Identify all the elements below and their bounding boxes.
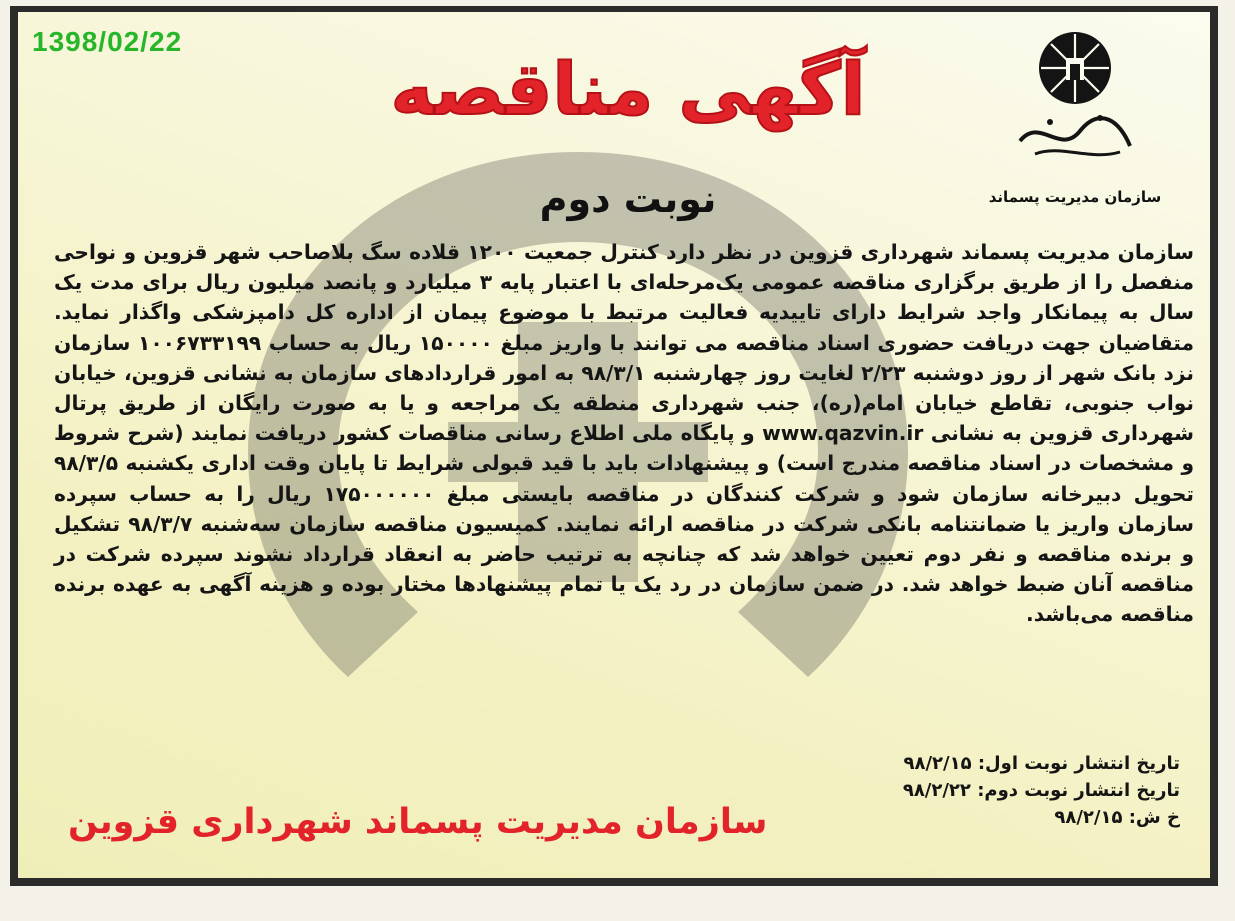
reference-date: خ ش: ۹۸/۲/۱۵ bbox=[1054, 807, 1180, 828]
publication-dates bbox=[760, 750, 1180, 831]
notice-body: سازمان مدیریت پسماند شهرداری قزوین در نظر دارد کنترل جمعیت ۱۲۰۰ قلاده سگ بلاصاحب شهر قزوین و نواحی منفصل را از طریق برگزاری مناقصه عمومی یک‌مرحله‌ای با اعتبار پایه ۳ میلیارد و پانصد میلیون ریال برای مدت یک سال به پیمانکار واجد شرایط دارای تاییدیه فعالیت مرتبط با موضوع پیمان از اداره کل دامپزشکی واگذار نماید. متقاضیان جهت دریافت حضوری اسناد مناقصه می توانند با واریز مبلغ ۱۵۰۰۰۰ ریال به حساب ۱۰۰۶۷۳۳۱۹۹ سازمان نزد بانک شهر از روز دوشنبه ۲/۲۳ لغایت روز چهارشنبه ۹۸/۳/۱ به امور قراردادهای سازمان به نشانی قزوین، خیابان نواب جنوبی، تقاطع خیابان امام(ره)، جنب شهرداری منطقه یک مراجعه و یا به صورت رایگان از طریق پرتال شهرداری قزوین به نشانی www.qazvin.ir و پایگاه ملی اطلاع رسانی مناقصات کشور دریافت نمایند (شرح شروط و مشخصات در اسناد مناقصه مندرج است) و پیشنهادات باید با قید قبولی شرایط تا پایان وقت اداری یکشنبه ۹۸/۳/۵ تحویل دبیرخانه سازمان شود و شرکت کنندگان در مناقصه بایستی مبلغ ۱۷۵۰۰۰۰۰۰ ریال را به حساب سپرده سازمان واریز یا ضمانتنامه بانکی شرکت در مناقصه ارائه نمایند. کمیسیون مناقصه سازمان سه‌شنبه ۹۸/۳/۷ تشکیل و برنده مناقصه و نفر دوم تعیین خواهد شد که چنانچه به ترتیب حاضر به انعقاد قرارداد نشوند سپرده شرکت در مناقصه آنان ضبط خواهد شد. در ضمن سازمان در رد یک یا تمام پیشنهادها مختار بوده و هزینه آگهی به عهده برنده مناقصه می‌باشد. bbox=[54, 240, 1195, 627]
logo-caption: سازمان مدیریت پسماند bbox=[988, 188, 1162, 206]
stamp-date: 1398/02/22 bbox=[32, 26, 183, 57]
qazvin-emblem-icon bbox=[980, 26, 1170, 176]
municipality-logo bbox=[980, 26, 1170, 206]
issuer-signature: سازمان مدیریت پسماند شهرداری قزوین bbox=[68, 802, 768, 842]
notice-subtitle: نوبت دوم bbox=[539, 177, 717, 221]
notice-title: آگهی مناقصه bbox=[390, 47, 866, 131]
first-publication-date: تاریخ انتشار نوبت اول: ۹۸/۲/۱۵ bbox=[903, 753, 1180, 774]
second-publication-date: تاریخ انتشار نوبت دوم: ۹۸/۲/۲۲ bbox=[902, 780, 1180, 801]
notice-paper bbox=[18, 12, 1210, 878]
